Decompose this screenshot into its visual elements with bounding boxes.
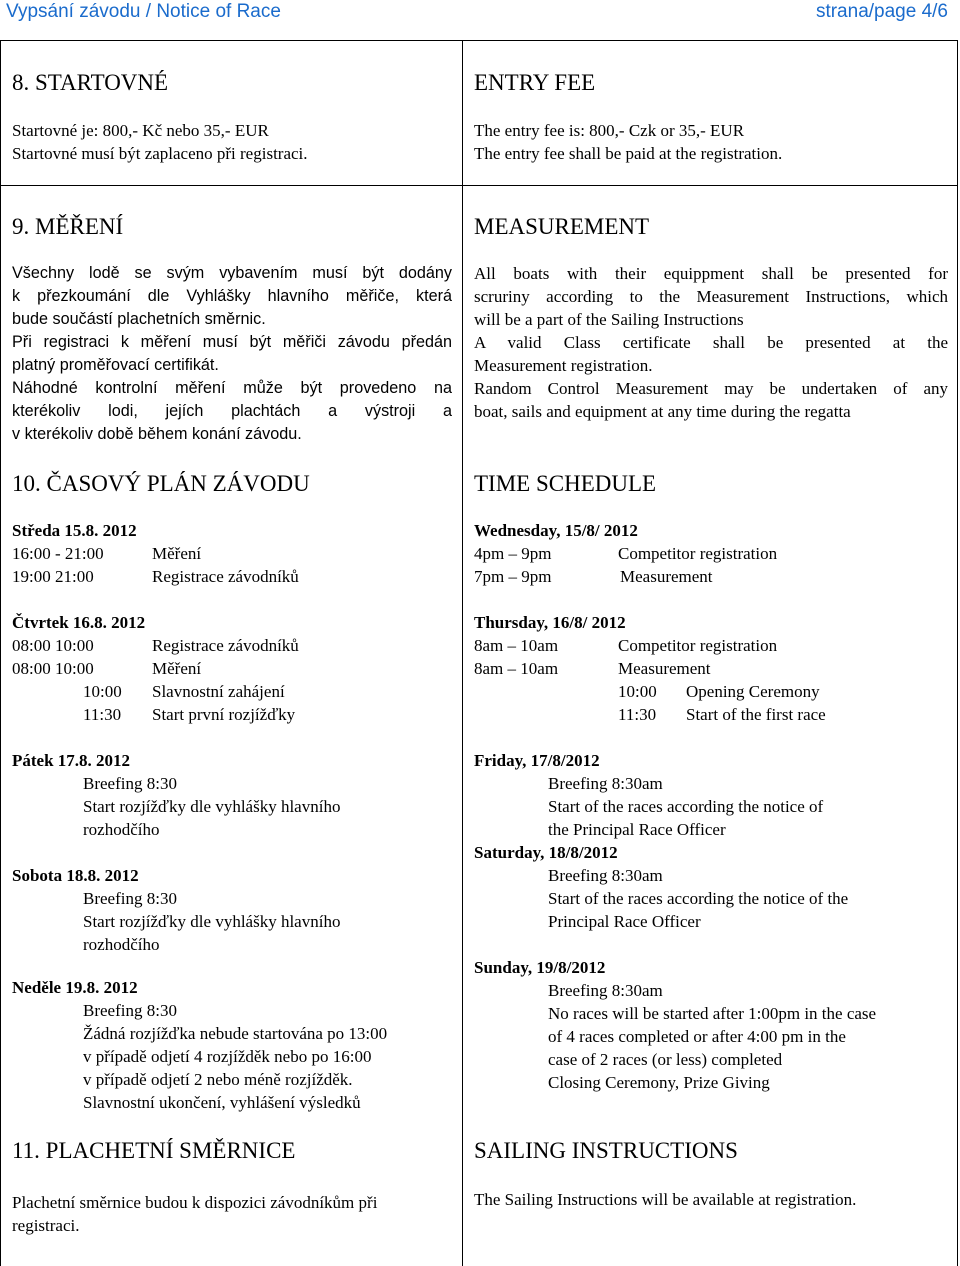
schedule-cz-event: Slavnostní zahájení (152, 682, 285, 701)
section-9-title-en: MEASUREMENT (474, 214, 650, 239)
schedule-en-event: Start of the first race (686, 705, 826, 724)
schedule-cz-line: Start rozjížďky dle vyhlášky hlavního (83, 912, 341, 931)
schedule-cz-line: v případě odjetí 4 rozjížděk nebo po 16:00 (83, 1047, 372, 1066)
schedule-en-line: Breefing 8:30am (548, 774, 663, 793)
schedule-en-event: Opening Ceremony (686, 682, 820, 701)
schedule-en-thursday: Thursday, 16/8/ 2012 (474, 613, 626, 632)
entry-fee-en-line-1: The entry fee is: 800,- Czk or 35,- EUR (474, 121, 745, 140)
schedule-cz-line: rozhodčího (83, 820, 160, 839)
schedule-en-time: 10:00 (618, 682, 657, 701)
schedule-cz-friday: Pátek 17.8. 2012 (12, 751, 131, 770)
schedule-cz-wednesday: Středa 15.8. 2012 (12, 521, 137, 540)
schedule-en-time: 8am – 10am (474, 636, 559, 655)
sailing-instructions-en-line-1: The Sailing Instructions will be available at registration. (474, 1190, 857, 1209)
schedule-en-line: Closing Ceremony, Prize Giving (548, 1073, 770, 1092)
schedule-cz-time: 11:30 (83, 705, 122, 724)
measurement-en-line-1: All boats with their equippment shall be presented for (474, 264, 948, 283)
document-title: Vypsání závodu / Notice of Race (6, 1, 281, 22)
schedule-en-line: Start of the races according the notice of the (548, 889, 849, 908)
measurement-cz-line-3: bude součástí plachetních směrnic. (12, 310, 266, 328)
row-divider (1, 185, 957, 186)
schedule-cz-time: 10:00 (83, 682, 122, 701)
measurement-cz-line-8: v kterékoliv době během konání závodu. (12, 425, 302, 443)
schedule-cz-event: Registrace závodníků (152, 636, 299, 655)
schedule-en-line: of 4 races completed or after 4:00 pm in the (548, 1027, 846, 1046)
schedule-en-time: 7pm – 9pm (474, 567, 552, 586)
measurement-en-line-6: Random Control Measurement may be undertaken of any (474, 379, 948, 398)
schedule-en-line: case of 2 races (or less) completed (548, 1050, 783, 1069)
entry-fee-en-line-2: The entry fee shall be paid at the registration. (474, 144, 783, 163)
schedule-en-line: Breefing 8:30am (548, 981, 663, 1000)
schedule-cz-time: 19:00 21:00 (12, 567, 94, 586)
schedule-cz-line: rozhodčího (83, 935, 160, 954)
schedule-en-friday: Friday, 17/8/2012 (474, 751, 600, 770)
schedule-cz-line: Breefing 8:30 (83, 774, 177, 793)
measurement-cz-line-2: k přezkoumání dle Vyhlášky hlavního měřiče, která (12, 287, 452, 305)
schedule-en-event: Competitor registration (618, 636, 778, 655)
measurement-en-line-5: Measurement registration. (474, 356, 653, 375)
schedule-cz-line: Slavnostní ukončení, vyhlášení výsledků (83, 1093, 361, 1112)
schedule-en-sunday: Sunday, 19/8/2012 (474, 958, 606, 977)
schedule-cz-event: Start první rozjížďky (152, 705, 296, 724)
section-10-title-en: TIME SCHEDULE (474, 471, 657, 496)
schedule-en-line: Start of the races according the notice of (548, 797, 824, 816)
measurement-en-line-2: scruriny according to the Measurement Instructions, which (474, 287, 948, 306)
entry-fee-cz-line-2: Startovné musí být zaplaceno při registraci. (12, 144, 308, 163)
measurement-en-line-3: will be a part of the Sailing Instructions (474, 310, 744, 329)
page-header (0, 0, 960, 40)
measurement-en-line-4: A valid Class certificate shall be presented at the (474, 333, 948, 352)
section-11-title-cz: 11. PLACHETNÍ SMĚRNICE (12, 1138, 296, 1163)
entry-fee-cz-line-1: Startovné je: 800,- Kč nebo 35,- EUR (12, 121, 269, 140)
schedule-en-event: Measurement (620, 567, 713, 586)
schedule-en-line: the Principal Race Officer (548, 820, 726, 839)
sailing-instructions-cz-line-1: Plachetní směrnice budou k dispozici závodníkům při (12, 1193, 378, 1212)
schedule-cz-line: Žádná rozjížďka nebude startována po 13:00 (83, 1024, 388, 1043)
schedule-cz-time: 16:00 - 21:00 (12, 544, 104, 563)
sailing-instructions-cz-line-2: registraci. (12, 1216, 80, 1235)
column-divider (462, 41, 463, 1266)
section-8-title-cz: 8. STARTOVNÉ (12, 70, 169, 95)
schedule-en-time: 4pm – 9pm (474, 544, 552, 563)
section-11-title-en: SAILING INSTRUCTIONS (474, 1138, 738, 1163)
measurement-cz-line-6: Náhodné kontrolní měření může být provedeno na (12, 379, 452, 397)
schedule-cz-thursday: Čtvrtek 16.8. 2012 (12, 613, 146, 632)
measurement-cz-line-4: Při registraci k měření musí být měřiči závodu předán (12, 333, 452, 351)
schedule-cz-time: 08:00 10:00 (12, 659, 94, 678)
schedule-en-event: Competitor registration (618, 544, 778, 563)
schedule-cz-line: Breefing 8:30 (83, 889, 177, 908)
measurement-cz-line-1: Všechny lodě se svým vybavením musí být dodány (12, 264, 452, 282)
schedule-cz-time: 08:00 10:00 (12, 636, 94, 655)
schedule-en-time: 8am – 10am (474, 659, 559, 678)
schedule-en-time: 11:30 (618, 705, 657, 724)
section-10-title-cz: 10. ČASOVÝ PLÁN ZÁVODU (12, 471, 310, 496)
schedule-cz-sunday: Neděle 19.8. 2012 (12, 978, 138, 997)
section-9-title-cz: 9. MĚŘENÍ (12, 214, 124, 239)
measurement-cz-line-7: kterékoliv lodi, jejích plachtách a výstroji a (12, 402, 452, 420)
measurement-en-line-7: boat, sails and equipment at any time during the regatta (474, 402, 851, 421)
schedule-en-saturday: Saturday, 18/8/2012 (474, 843, 618, 862)
schedule-en-line: No races will be started after 1:00pm in the case (548, 1004, 877, 1023)
schedule-cz-event: Měření (152, 659, 202, 678)
section-8-title-en: ENTRY FEE (474, 70, 596, 95)
schedule-cz-event: Registrace závodníků (152, 567, 299, 586)
schedule-cz-line: Start rozjížďky dle vyhlášky hlavního (83, 797, 341, 816)
schedule-en-wednesday: Wednesday, 15/8/ 2012 (474, 521, 638, 540)
schedule-cz-event: Měření (152, 544, 202, 563)
schedule-en-line: Breefing 8:30am (548, 866, 663, 885)
page-number: strana/page 4/6 (815, 1, 948, 22)
schedule-cz-saturday: Sobota 18.8. 2012 (12, 866, 139, 885)
measurement-cz-line-5: platný proměřovací certifikát. (12, 356, 219, 374)
schedule-cz-line: v případě odjetí 2 nebo méně rozjížděk. (83, 1070, 353, 1089)
schedule-en-event: Measurement (618, 659, 711, 678)
schedule-cz-line: Breefing 8:30 (83, 1001, 177, 1020)
schedule-en-line: Principal Race Officer (548, 912, 701, 931)
